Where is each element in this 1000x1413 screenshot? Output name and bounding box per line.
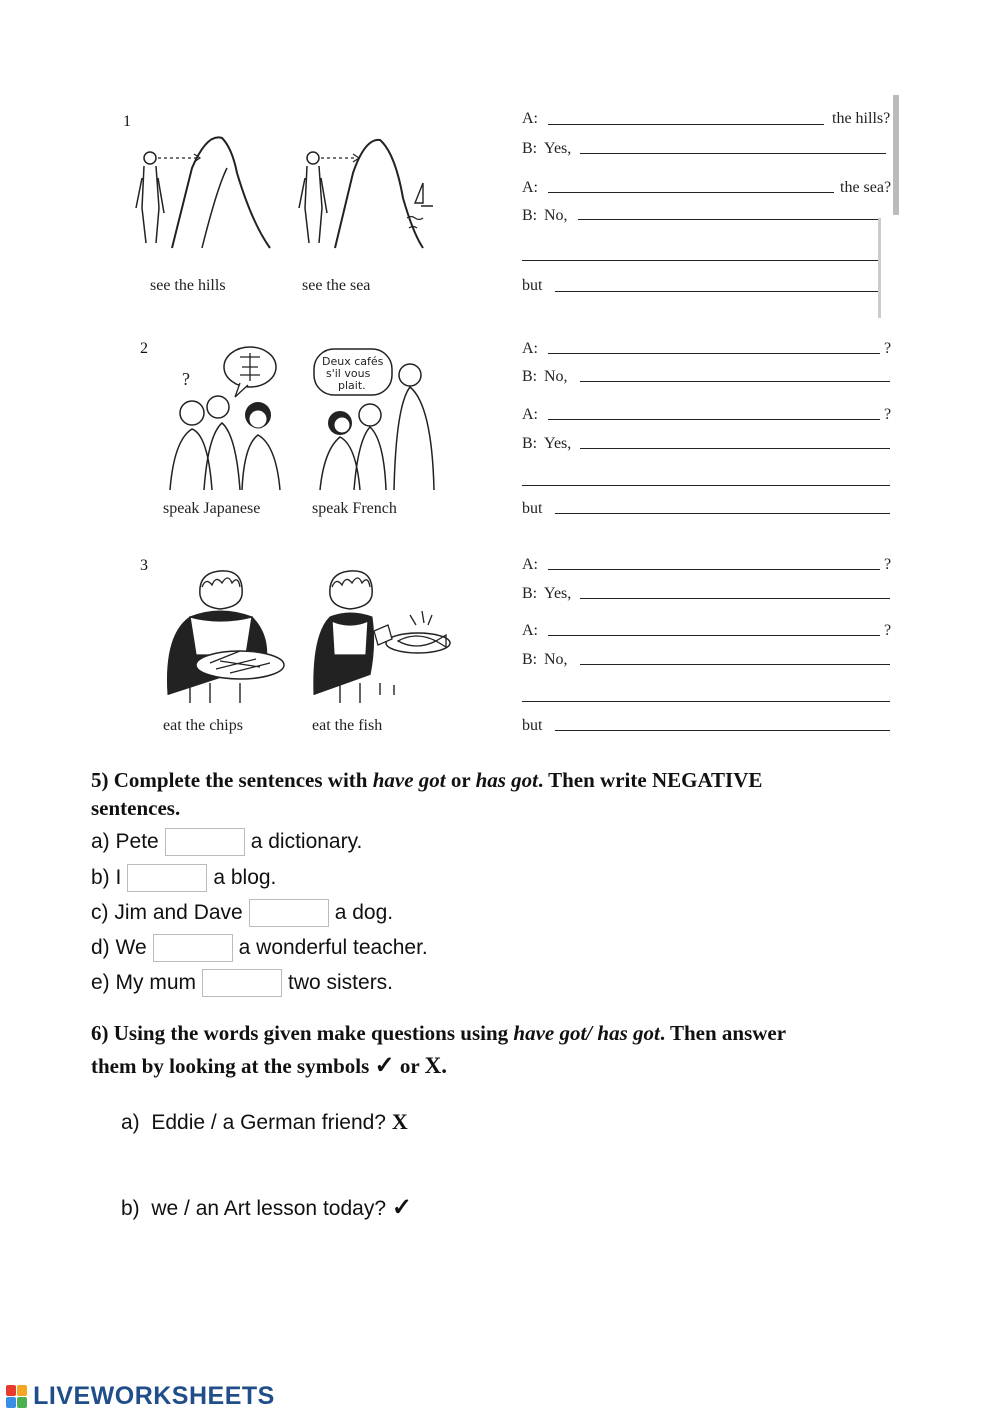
dialogue-start: Yes, <box>544 140 572 157</box>
caption: speak Japanese <box>163 500 261 517</box>
row-number: 1 <box>123 113 131 130</box>
answer-box[interactable] <box>202 969 282 997</box>
speaker-label: but <box>522 277 543 294</box>
exercise-6-title-cont: them by looking at the symbols ✓ or X. <box>91 1053 447 1079</box>
answer-line[interactable] <box>580 448 890 449</box>
logo-icon <box>6 1385 28 1409</box>
answer-box[interactable] <box>127 864 207 892</box>
svg-text:plait.: plait. <box>338 379 366 392</box>
french-illustration <box>310 345 450 495</box>
speaker-label: but <box>522 500 543 517</box>
dialogue-end: the sea? <box>840 179 892 196</box>
svg-text:s'il vous: s'il vous <box>326 367 371 380</box>
answer-line[interactable] <box>580 381 890 382</box>
dialogue-start: No, <box>544 368 568 385</box>
speaker-label: B: <box>522 207 538 224</box>
liveworksheets-logo[interactable] <box>6 1382 275 1408</box>
caption: eat the fish <box>312 717 383 734</box>
scan-edge <box>878 218 881 318</box>
dialogue-start: No, <box>544 651 568 668</box>
speaker-label: A: <box>522 622 538 639</box>
dialogue-end: ? <box>884 556 892 573</box>
sentence-item: e) My mum two sisters. <box>91 971 393 999</box>
speaker-label: B: <box>522 140 538 157</box>
answer-line[interactable] <box>555 730 890 731</box>
sea-illustration <box>295 128 445 253</box>
speaker-label: A: <box>522 179 538 196</box>
logo-text: LIVEWORKSHEETS <box>33 1382 275 1410</box>
answer-line[interactable] <box>555 291 880 292</box>
answer-line[interactable] <box>548 353 880 354</box>
fish-illustration <box>310 565 460 705</box>
answer-line[interactable] <box>548 419 880 420</box>
row-number: 2 <box>140 340 148 357</box>
answer-line[interactable] <box>548 569 880 570</box>
speaker-label: B: <box>522 585 538 602</box>
exercise-5-title-cont: sentences. <box>91 796 181 820</box>
answer-box[interactable] <box>165 828 245 856</box>
cross-icon: X. <box>424 1053 447 1078</box>
exercise-5-title: 5) Complete the sentences with have got or has got. Then write NEGATIVE <box>91 768 763 792</box>
hills-illustration <box>132 128 282 253</box>
question-item: a) Eddie / a German friend? X <box>121 1109 408 1134</box>
caption: eat the chips <box>163 717 243 734</box>
check-icon: ✓ <box>374 1053 395 1079</box>
answer-box[interactable] <box>153 934 233 962</box>
caption: see the hills <box>150 277 226 294</box>
sentence-item: a) Pete a dictionary. <box>91 830 362 858</box>
answer-line[interactable] <box>555 513 890 514</box>
answer-line[interactable] <box>578 219 880 220</box>
speaker-label: B: <box>522 435 538 452</box>
speaker-label: B: <box>522 651 538 668</box>
sentence-item: b) I a blog. <box>91 866 276 894</box>
sentence-item: d) We a wonderful teacher. <box>91 936 428 964</box>
dialogue-end: ? <box>884 340 892 357</box>
question-item: b) we / an Art lesson today? ✓ <box>121 1195 412 1221</box>
dialogue-end: the hills? <box>832 110 891 127</box>
answer-line[interactable] <box>522 701 890 702</box>
chips-illustration <box>160 565 290 705</box>
svg-text:?: ? <box>182 369 190 389</box>
caption: see the sea <box>302 277 371 294</box>
answer-line[interactable] <box>522 260 880 261</box>
bubble-text: Deux cafés <box>322 355 384 368</box>
answer-line[interactable] <box>548 124 824 125</box>
japanese-illustration <box>160 345 300 495</box>
sentence-item: c) Jim and Dave a dog. <box>91 901 393 929</box>
row-number: 3 <box>140 557 148 574</box>
dialogue-start: Yes, <box>544 585 572 602</box>
scan-edge <box>893 95 899 215</box>
answer-box[interactable] <box>249 899 329 927</box>
answer-line[interactable] <box>580 664 890 665</box>
caption: speak French <box>312 500 397 517</box>
speaker-label: B: <box>522 368 538 385</box>
dialogue-end: ? <box>884 622 892 639</box>
answer-line[interactable] <box>580 153 886 154</box>
exercise-6-title: 6) Using the words given make questions using have got/ has got. Then answer <box>91 1021 787 1045</box>
cross-icon: X <box>391 1109 408 1134</box>
check-icon: ✓ <box>391 1195 412 1221</box>
answer-line[interactable] <box>548 635 880 636</box>
answer-line[interactable] <box>522 485 890 486</box>
speaker-label: A: <box>522 110 538 127</box>
answer-line[interactable] <box>548 192 834 193</box>
dialogue-start: Yes, <box>544 435 572 452</box>
dialogue-start: No, <box>544 207 568 224</box>
speaker-label: A: <box>522 406 538 423</box>
speaker-label: A: <box>522 340 538 357</box>
dialogue-end: ? <box>884 406 892 423</box>
answer-line[interactable] <box>580 598 890 599</box>
speaker-label: A: <box>522 556 538 573</box>
speaker-label: but <box>522 717 543 734</box>
